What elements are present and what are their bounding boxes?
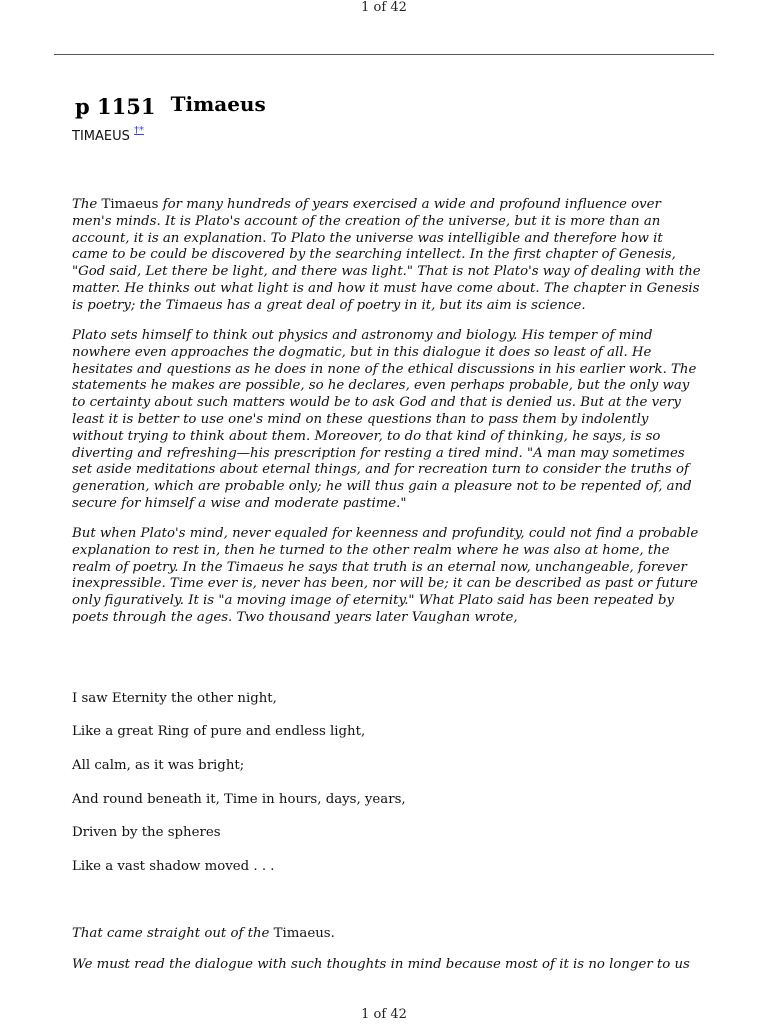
para1-lead: The bbox=[72, 197, 98, 212]
poem-line: Driven by the spheres bbox=[72, 825, 221, 840]
para1-work-title: Timaeus bbox=[101, 197, 159, 212]
poem-line: Like a great Ring of pure and endless light, bbox=[72, 724, 366, 739]
after2-text: We must read the dialogue with such thoughts in mind because most of it is no longer to us bbox=[72, 957, 690, 972]
page-title: Timaeus bbox=[170, 92, 266, 116]
intro-paragraph-2 bbox=[72, 328, 702, 513]
after-poem-paragraph-2 bbox=[72, 957, 702, 974]
after1-work-title: Timaeus. bbox=[273, 926, 335, 941]
after1-lead: That came straight out of the bbox=[72, 926, 270, 941]
poem-line: I saw Eternity the other night, bbox=[72, 691, 277, 706]
intro-paragraph-3 bbox=[72, 526, 702, 627]
para3-text: But when Plato's mind, never equaled for keenness and profundity, could not find a probable explanation to rest in, then he turned to the other realm where he was also at home, the realm of poetry. In the Timaeus he says that truth is an eternal now, unchangeable, forever inexpressible. Time ever is, never has been, nor will be; it can be described as past or future only figuratively. It is "a moving image of eternity." What Plato said has been repeated by poets through the ages. Two thousand years later Vaughan wrote, bbox=[72, 526, 699, 625]
poem-line: All calm, as it was bright; bbox=[72, 758, 245, 773]
poem-line: And round beneath it, Time in hours, days, years, bbox=[72, 792, 406, 807]
page-counter-top: 1 of 42 bbox=[361, 0, 407, 15]
dialogue-subtitle bbox=[72, 125, 145, 144]
subtitle-label: TIMAEUS bbox=[72, 129, 130, 144]
page-heading bbox=[75, 84, 266, 122]
page-number-label: p 1151 bbox=[75, 94, 156, 119]
para1-text: for many hundreds of years exercised a wide and profound influence over men's minds. It is Plato's account of the creation of the universe, but it is more than an account, it is an explanation. To Plato the universe was intelligible and therefore how it came to be could be discovered by the searching intellect. In the first chapter of Genesis, "God said, Let there be light, and there was light." That is not Plato's way of dealing with the matter. He thinks out what light is and how it must have come about. The chapter in Genesis is poetry; the Timaeus has a great deal of poetry in it, but its aim is science. bbox=[72, 197, 701, 313]
para2-text: Plato sets himself to think out physics and astronomy and biology. His temper of mind nowhere even approaches the dogmatic, but in this dialogue it does so least of all. He hesitates and questions as he does in none of the ethical discussions in his earlier work. The statements he makes are possible, so he declares, even perhaps probable, but the only way to certainty about such matters would be to ask God and that is denied us. But at the very least it is better to use one's mind on these questions than to pass them by indolently without trying to think about them. Moreover, to do that kind of thinking, he says, is so diverting and refreshing—his prescription for resting a tired mind. "A man may sometimes set aside meditations about eternal things, and for recreation turn to consider the truths of generation, which are probable only; he will thus gain a pleasure not to be repented of, and secure for himself a wise and moderate pastime." bbox=[72, 328, 697, 511]
intro-paragraph-1 bbox=[72, 197, 702, 315]
after-poem-paragraph-1 bbox=[72, 926, 702, 943]
header-divider bbox=[54, 54, 714, 55]
footnote-link[interactable]: †* bbox=[134, 125, 145, 136]
poem-line: Like a vast shadow moved . . . bbox=[72, 859, 275, 874]
page-counter-bottom: 1 of 42 bbox=[361, 1007, 407, 1022]
